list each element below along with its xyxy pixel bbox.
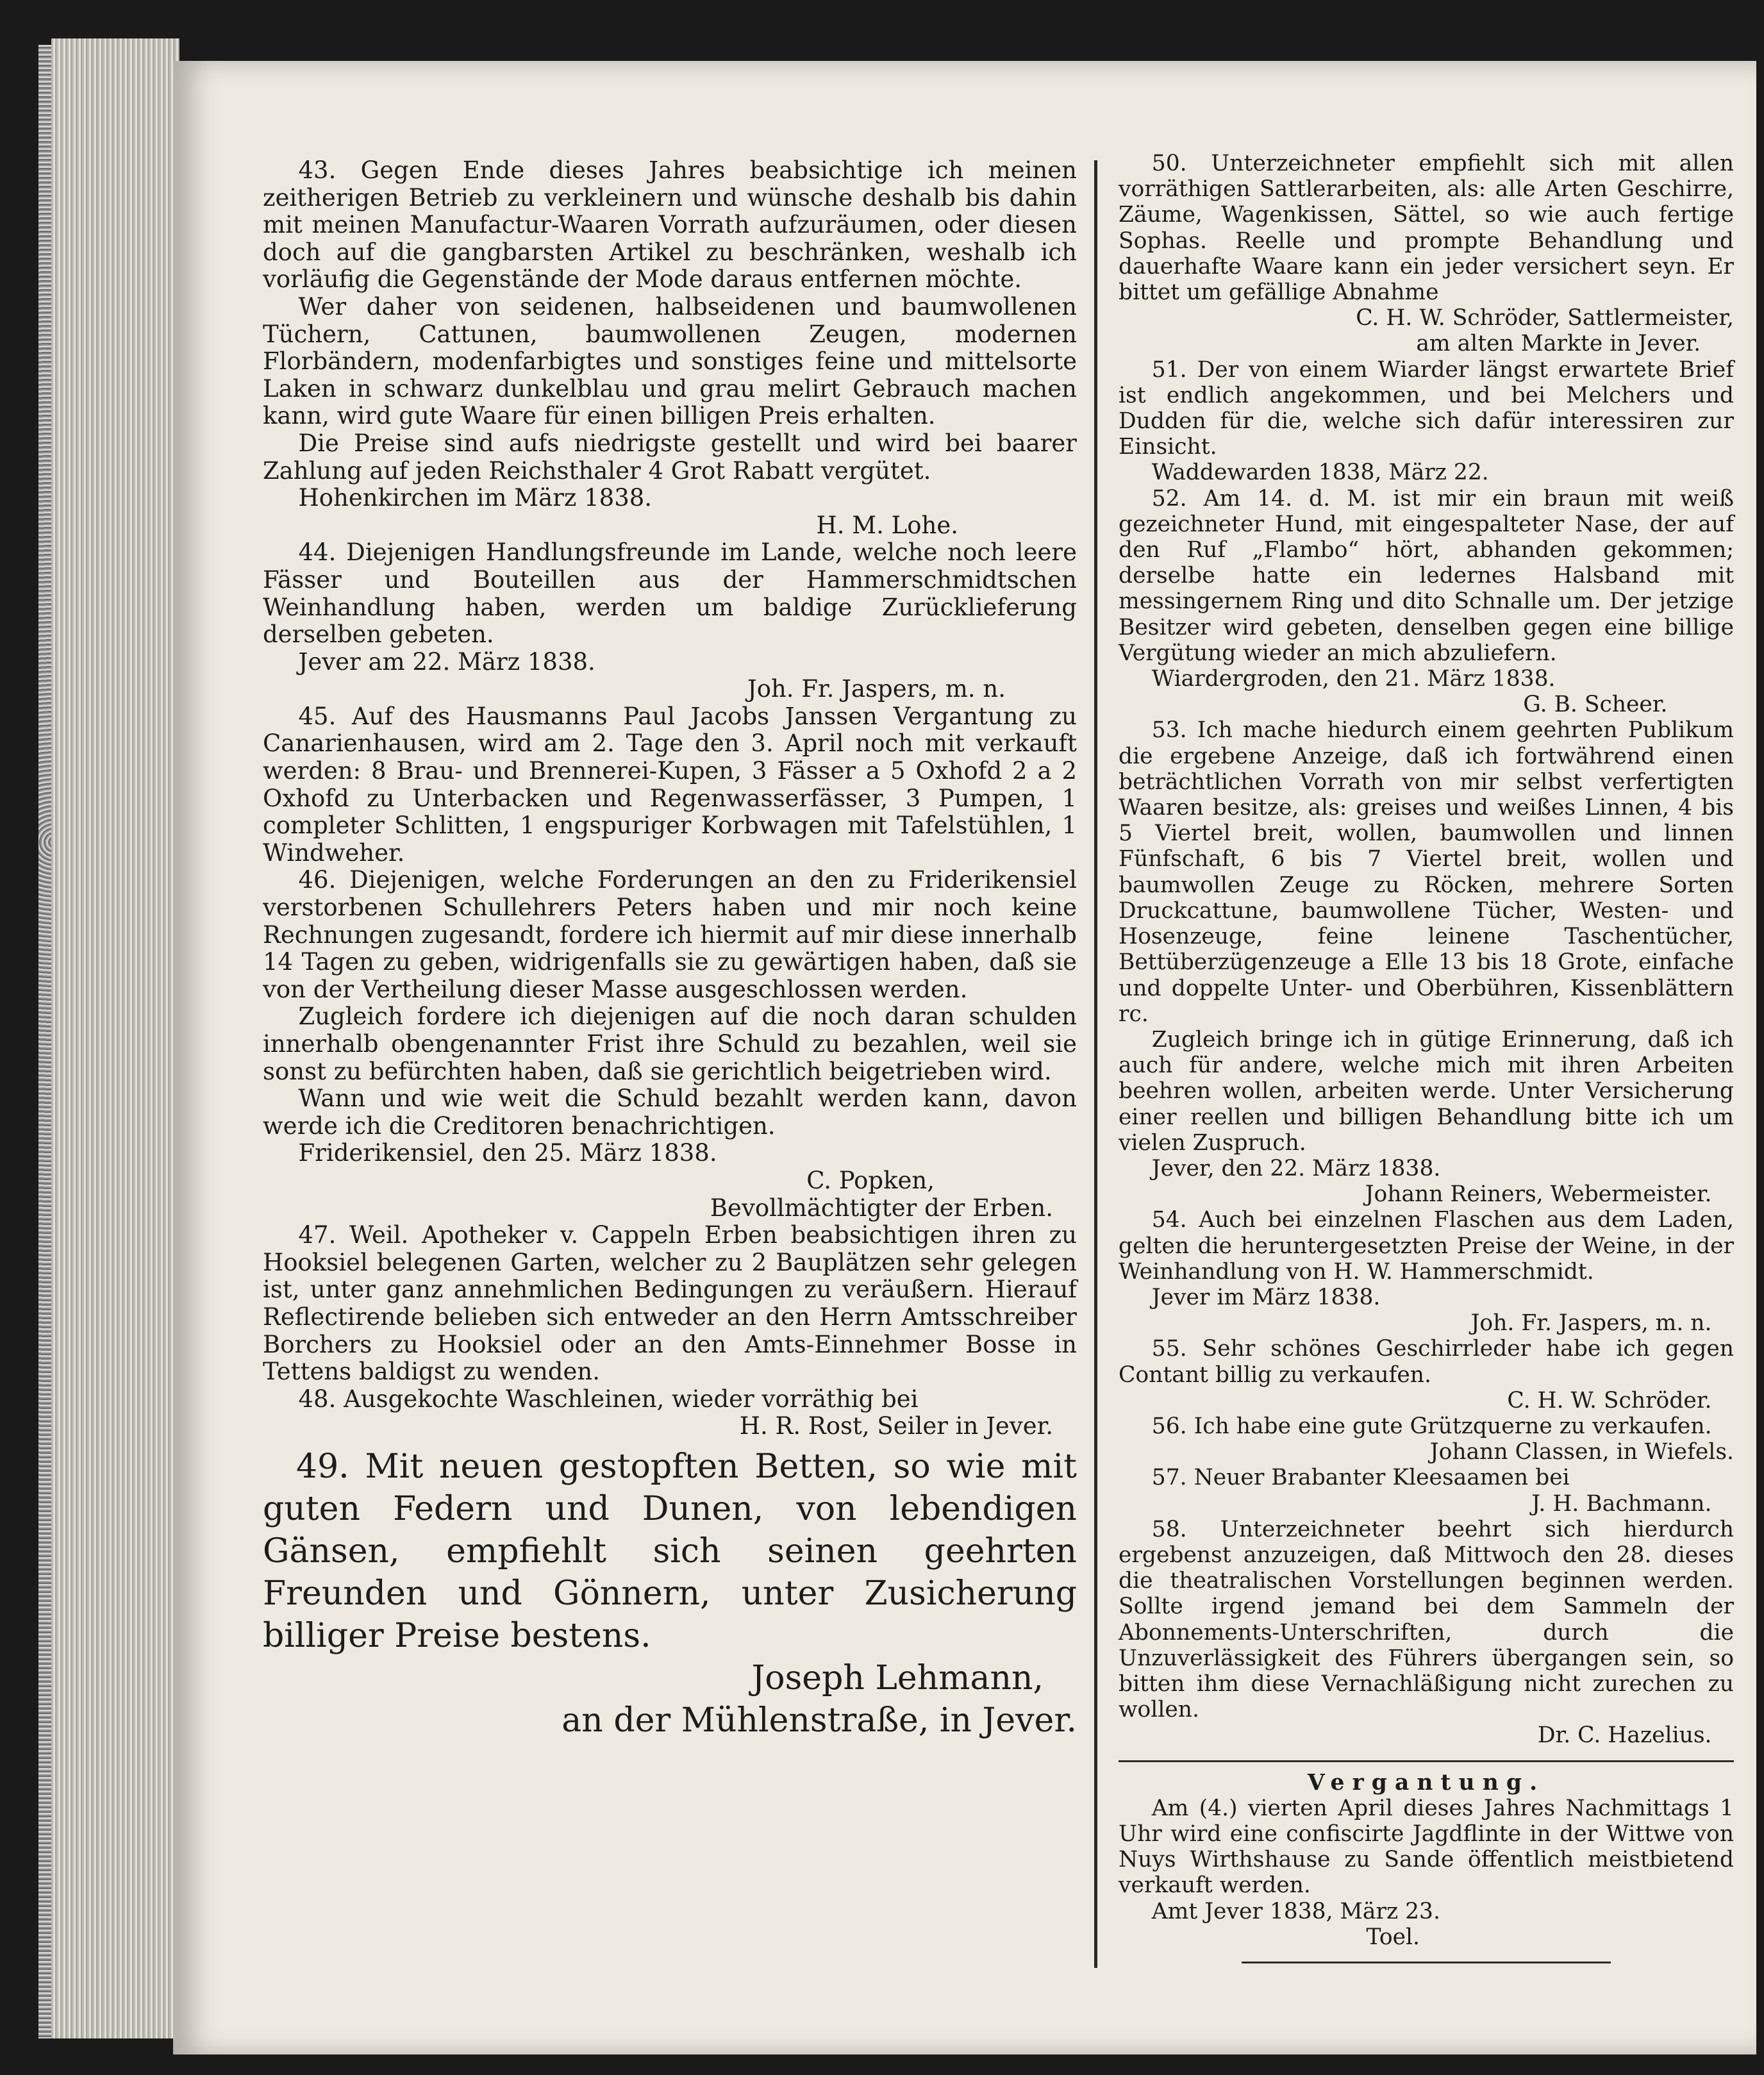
notice-48 [263, 1386, 1077, 1440]
section-heading: Vergantung. [1307, 1769, 1545, 1796]
notice-signature: an der Mühlenstraße, in Jever. [562, 1701, 1077, 1740]
notice-text: 50. Unterzeichneter empfiehlt sich mit allen vorräthigen Sattlerarbeiten, als: alle Arten Geschirre, Zäume, Wagenkissen, Sättel, so wie auch fertige Sophas. Reelle und prompte Behandlung und dauerhafte Waare kann ein jeder versichert seyn. Er bittet um gefällige Abnahme [1119, 151, 1734, 306]
notice-signature: Joh. Fr. Jaspers, m. n. [747, 675, 1006, 703]
notice-43 [263, 157, 1077, 539]
notice-text: Wer daher von seidenen, halbseidenen und baumwollenen Tüchern, Cattunen, baumwollenen Zeugen, modernen Florbändern, modenfarbigtes und sonstiges feine und mittelsorte Laken in schwarz dunkelblau und grau melirt Gebrauch machen kann, wird gute Waare für einen billigen Preis erhalten. [263, 292, 1077, 430]
notice-text: 51. Der von einem Wiarder längst erwartete Brief ist endlich angekommen, und bei Melchers und Dudden für die, welche sich dafür interessiren zur Einsicht. [1119, 356, 1734, 460]
notice-text: Zugleich bringe ich in gütige Erinnerung, daß ich auch für andere, welche mich mit ihren Arbeiten beehren wollen, arbeiten werde. Unter Versicherung einer reellen und billigen Behandlung bitte ich um vielen Zuspruch. [1119, 1026, 1734, 1156]
notice-signature: Bevollmächtigter der Erben. [710, 1194, 1053, 1222]
notice-text: 56. Ich habe eine gute Grützquerne zu verkaufen. [1151, 1413, 1712, 1439]
notice-signature: C. H. W. Schröder. [1507, 1387, 1712, 1413]
notice-text: 46. Diejenigen, welche Forderungen an den zu Friderikensiel verstorbenen Schullehrers Peters haben und mir noch keine Rechnungen zugesandt, fordere ich hiermit auf mir diese innerhalb 14 Tagen zu geben, widrigenfalls sie zu gewärtigen haben, daß sie von der Vertheilung dieser Masse ausgeschlossen werden. [263, 866, 1077, 1003]
notice-signature: H. R. Rost, Seiler in Jever. [739, 1412, 1053, 1440]
notice-place-date: Friderikensiel, den 25. März 1838. [298, 1139, 717, 1167]
notice-signature: Johann Classen, in Wiefels. [1429, 1439, 1734, 1465]
notice-text: 55. Sehr schönes Geschirrleder habe ich gegen Contant billig zu verkaufen. [1119, 1336, 1734, 1388]
column-divider [1094, 160, 1097, 1968]
notice-46 [263, 867, 1077, 1222]
notice-text: 45. Auf des Hausmanns Paul Jacobs Janssen Vergantung zu Canarienhausen, wird am 2. Tage den 3. April noch mit verkauft werden: 8 Brau- und Brennerei-Kupen, 3 Fässer a 5 Oxhofd 2 a 2 Oxhofd zu Unterbacken und Regenwasserfässer, 3 Pumpen, 1 completer Schlitten, 1 engspuriger Korbwagen mit Tafelstühlen, 1 Windweher. [263, 702, 1077, 867]
notice-text: 47. Weil. Apotheker v. Cappeln Erben beabsichtigen ihren zu Hooksiel belegenen Garten, welcher zu 2 Bauplätzen sehr gelegen ist, unter ganz annehmlichen Bedingungen zu veräußern. Hierauf Reflectirende belieben sich entweder an den Herrn Amtsschreiber Borchers zu Hooksiel oder an den Amts-Einnehmer Bosse in Tettens baldigst zu wenden. [263, 1221, 1077, 1386]
notice-52 [1119, 486, 1734, 718]
notice-57 [1119, 1465, 1734, 1516]
notice-text: 53. Ich mache hiedurch einem geehrten Publikum die ergebene Anzeige, daß ich fortwährend einen beträchtlichen Vorrath von mir selbst verfertigten Waaren besitze, als: greises und weißes Linnen, 4 bis 5 Viertel breit, wollen, baumwollen und linnen Fünfschaft, 6 bis 7 Viertel breit, wollen und baumwollen Zeuge zu Röcken, mehrere Sorten Druckcattune, baumwollene Tücher, Westen- und Hosenzeuge, feine leinene Taschentücher, Bettüberzügenzeuge a Elle 13 bis 18 Grote, einfache und doppelte Unter- und Oberbühren, Kissenblättern rc. [1119, 717, 1734, 1027]
notice-place-date: Jever im März 1838. [1151, 1284, 1381, 1310]
notice-text-large: 49. Mit neuen gestopften Betten, so wie mit guten Federn und Dunen, von lebendigen Gänsen, empfiehlt sich seinen geehrten Freunden und Gönnern, unter Zusicherung billiger Preise bestens. [263, 1447, 1077, 1655]
notice-text: Die Preise sind aufs niedrigste gestellt und wird bei baarer Zahlung auf jeden Reichsthaler 4 Grot Rabatt vergütet. [263, 429, 1077, 485]
notice-signature: C. H. W. Schröder, Sattlermeister, [1356, 305, 1734, 331]
notice-53 [1119, 717, 1734, 1207]
notice-signature: Toel. [1366, 1924, 1420, 1950]
left-column [263, 157, 1077, 1742]
notice-signature: Dr. C. Hazelius. [1537, 1722, 1712, 1749]
notice-signature: Joh. Fr. Jaspers, m. n. [1470, 1310, 1712, 1337]
notice-place-date: Waddewarden 1838, März 22. [1151, 460, 1489, 486]
notice-place-date: Jever am 22. März 1838. [298, 647, 595, 676]
notice-place-date: Hohenkirchen im März 1838. [298, 484, 653, 512]
notice-text: 44. Diejenigen Handlungsfreunde im Lande, welche noch leere Fässer und Bouteillen aus der Hammerschmidtschen Weinhandlung haben, werden um baldige Zurücklieferung derselben gebeten. [263, 538, 1077, 649]
notice-place-date: Amt Jever 1838, März 23. [1151, 1898, 1440, 1924]
notice-text: 58. Unterzeichneter beehrt sich hierdurch ergebenst anzuzeigen, daß Mittwoch den 28. dieses die theatralischen Vorstellungen beginnen werden. Sollte irgend jemand bei dem Sammeln der Abonnements-Unterschriften, durch die Unzuverlässigkeit des Führers übergangen sein, so bitten ihm diese Vernachläßigung nicht zurechen zu wollen. [1119, 1516, 1734, 1723]
notice-44 [263, 539, 1077, 703]
notice-signature: C. Popken, [806, 1166, 935, 1194]
notice-text: 52. Am 14. d. M. ist mir ein braun mit weiß gezeichneter Hund, mit eingespalteter Nase, der auf den Ruf „Flambo“ hört, abhanden gekommen; derselbe hatte ein ledernes Halsband mit messingernem Ring und dito Schnalle um. Der jetzige Besitzer wird gebeten, denselben gegen eine billige Vergütung wieder an mich abzuliefern. [1119, 485, 1734, 666]
notice-text: 54. Auch bei einzelnen Flaschen aus dem Laden, gelten die heruntergesetzten Preise der Weine, in der Weinhandlung von H. W. Hammerschmidt. [1119, 1207, 1734, 1285]
notice-signature: Joseph Lehmann, [751, 1658, 1044, 1697]
notice-56 [1119, 1413, 1734, 1465]
book-page-edges [51, 38, 179, 2038]
notice-50 [1119, 151, 1734, 357]
notice-text: Wann und wie weit die Schuld bezahlt werden kann, davon werde ich die Creditoren benachrichtigen. [263, 1085, 1077, 1140]
notice-51 [1119, 357, 1734, 486]
notice-signature: J. H. Bachmann. [1531, 1490, 1712, 1517]
notice-47 [263, 1222, 1077, 1386]
notice-45 [263, 703, 1077, 867]
notice-49 [263, 1446, 1077, 1742]
notice-54 [1119, 1207, 1734, 1336]
right-column [1119, 151, 1734, 1971]
notice-text: 57. Neuer Brabanter Kleesaamen bei [1151, 1465, 1570, 1491]
notice-place-date: Wiardergroden, den 21. März 1838. [1151, 666, 1556, 692]
notice-signature: H. M. Lohe. [816, 511, 958, 539]
notice-text: 48. Ausgekochte Waschleinen, wieder vorräthig bei [298, 1385, 919, 1413]
notice-text: Zugleich fordere ich diejenigen auf die noch daran schulden innerhalb obengenannter Frist ihre Schuld zu bezahlen, weil sie sonst zu befürchten haben, daß sie gerichtlich beigetrieben wird. [263, 1003, 1077, 1085]
end-rule [1242, 1962, 1611, 1963]
section-rule [1119, 1760, 1734, 1762]
vergantung-section [1119, 1770, 1734, 1950]
notice-signature: G. B. Scheer. [1523, 692, 1668, 718]
notice-55 [1119, 1336, 1734, 1413]
notice-text: Am (4.) vierten April dieses Jahres Nachmittags 1 Uhr wird eine confiscirte Jagdflinte in der Wittwe von Nuys Wirthshause zu Sande öffentlich meistbietend verkauft werden. [1119, 1795, 1734, 1899]
notice-signature: am alten Markte in Jever. [1416, 331, 1701, 357]
notice-place-date: Jever, den 22. März 1838. [1151, 1155, 1441, 1181]
notice-signature: Johann Reiners, Webermeister. [1365, 1181, 1712, 1208]
notice-text: 43. Gegen Ende dieses Jahres beabsichtige ich meinen zeitherigen Betrieb zu verkleinern und wünsche deshalb bis dahin mit meinen Manufactur-Waaren Vorrath aufzuräumen, oder diesen doch auf die gangbarsten Artikel zu beschränken, weshalb ich vorläufig die Gegenstände der Mode daraus entfernen möchte. [263, 156, 1077, 294]
notice-58 [1119, 1517, 1734, 1749]
